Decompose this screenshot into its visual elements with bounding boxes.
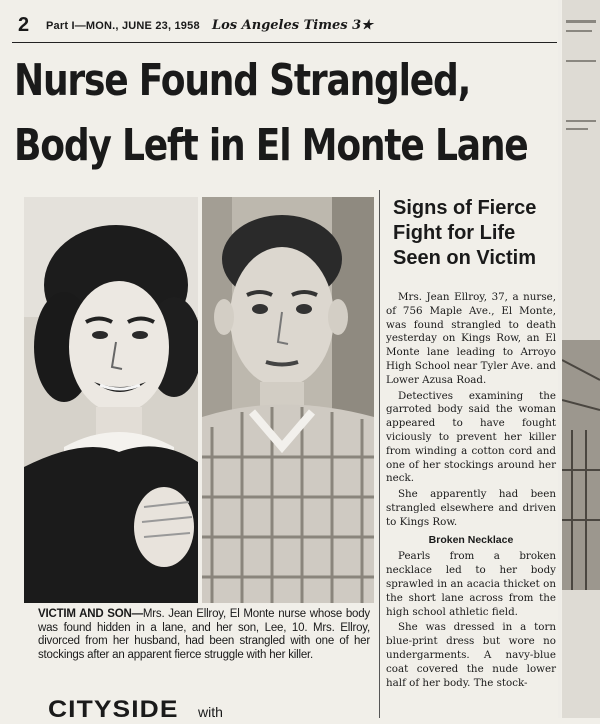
subhead-line-1: Signs of Fierce bbox=[393, 197, 537, 219]
son-portrait-image bbox=[202, 197, 374, 603]
caption-lead: VICTIM AND SON— bbox=[38, 608, 143, 620]
page-number: 2 bbox=[18, 14, 30, 36]
adjacent-page-strip bbox=[562, 0, 600, 718]
caption-text: Mrs. Jean Ellroy, El Monte nurse whose body was found hidden in a lane, and her son, Lee, 10. Mrs. Ellroy, divorced from her husband, had been strangled with one of her stockings after an apparent fierce struggle with her killer. bbox=[38, 608, 370, 661]
article-crosshead: Broken Necklace bbox=[428, 533, 514, 546]
son-photo bbox=[202, 197, 374, 603]
masthead bbox=[12, 14, 557, 40]
column-rule bbox=[379, 190, 380, 718]
masthead-rule bbox=[12, 42, 557, 43]
headline-line-1: Nurse Found Strangled, bbox=[14, 55, 471, 106]
article-paragraph: She was dressed in a torn blue-print dress but wore no undergarments. A navy-blue coat covered the nude lower half of her body. The stock- bbox=[386, 621, 556, 689]
article-paragraph: Detectives examining the garroted body said the woman appeared to have fought viciously to prevent her killer from winding a cotton cord and one of her stockings around her neck. bbox=[386, 389, 556, 485]
newspaper-name: Los Angeles Times 3★ bbox=[212, 18, 373, 33]
victim-portrait-image bbox=[24, 197, 198, 603]
subhead-line-2: Fight for Life bbox=[393, 222, 516, 244]
adjacent-page-image bbox=[562, 0, 600, 718]
article-paragraph: Mrs. Jean Ellroy, 37, a nurse, of 756 Maple Ave., El Monte, was found strangled to death yesterday on Kings Row, an El Monte lane leading to Arroyo High School near Tyler Ave. and Lower Azusa Road. bbox=[386, 291, 556, 386]
headline bbox=[14, 48, 528, 178]
article-paragraph: Pearls from a broken necklace led to her body sprawled in an acacia thicket on the short lane across from the high school athletic field. bbox=[386, 550, 556, 618]
article-body bbox=[386, 291, 556, 692]
victim-photo bbox=[24, 197, 198, 603]
section-dateline: Part I—MON., JUNE 23, 1958 bbox=[46, 20, 200, 32]
cityside-with: with bbox=[198, 704, 223, 720]
cityside-heading: CITYSIDE bbox=[48, 696, 179, 723]
subhead-line-3: Seen on Victim bbox=[393, 247, 537, 269]
article-subhead bbox=[393, 196, 558, 271]
photo-caption bbox=[38, 608, 370, 662]
article-paragraph: She apparently had been strangled elsewhere and driven to Kings Row. bbox=[386, 488, 556, 528]
headline-line-2: Body Left in El Monte Lane bbox=[14, 120, 528, 171]
page-edge bbox=[558, 0, 561, 718]
